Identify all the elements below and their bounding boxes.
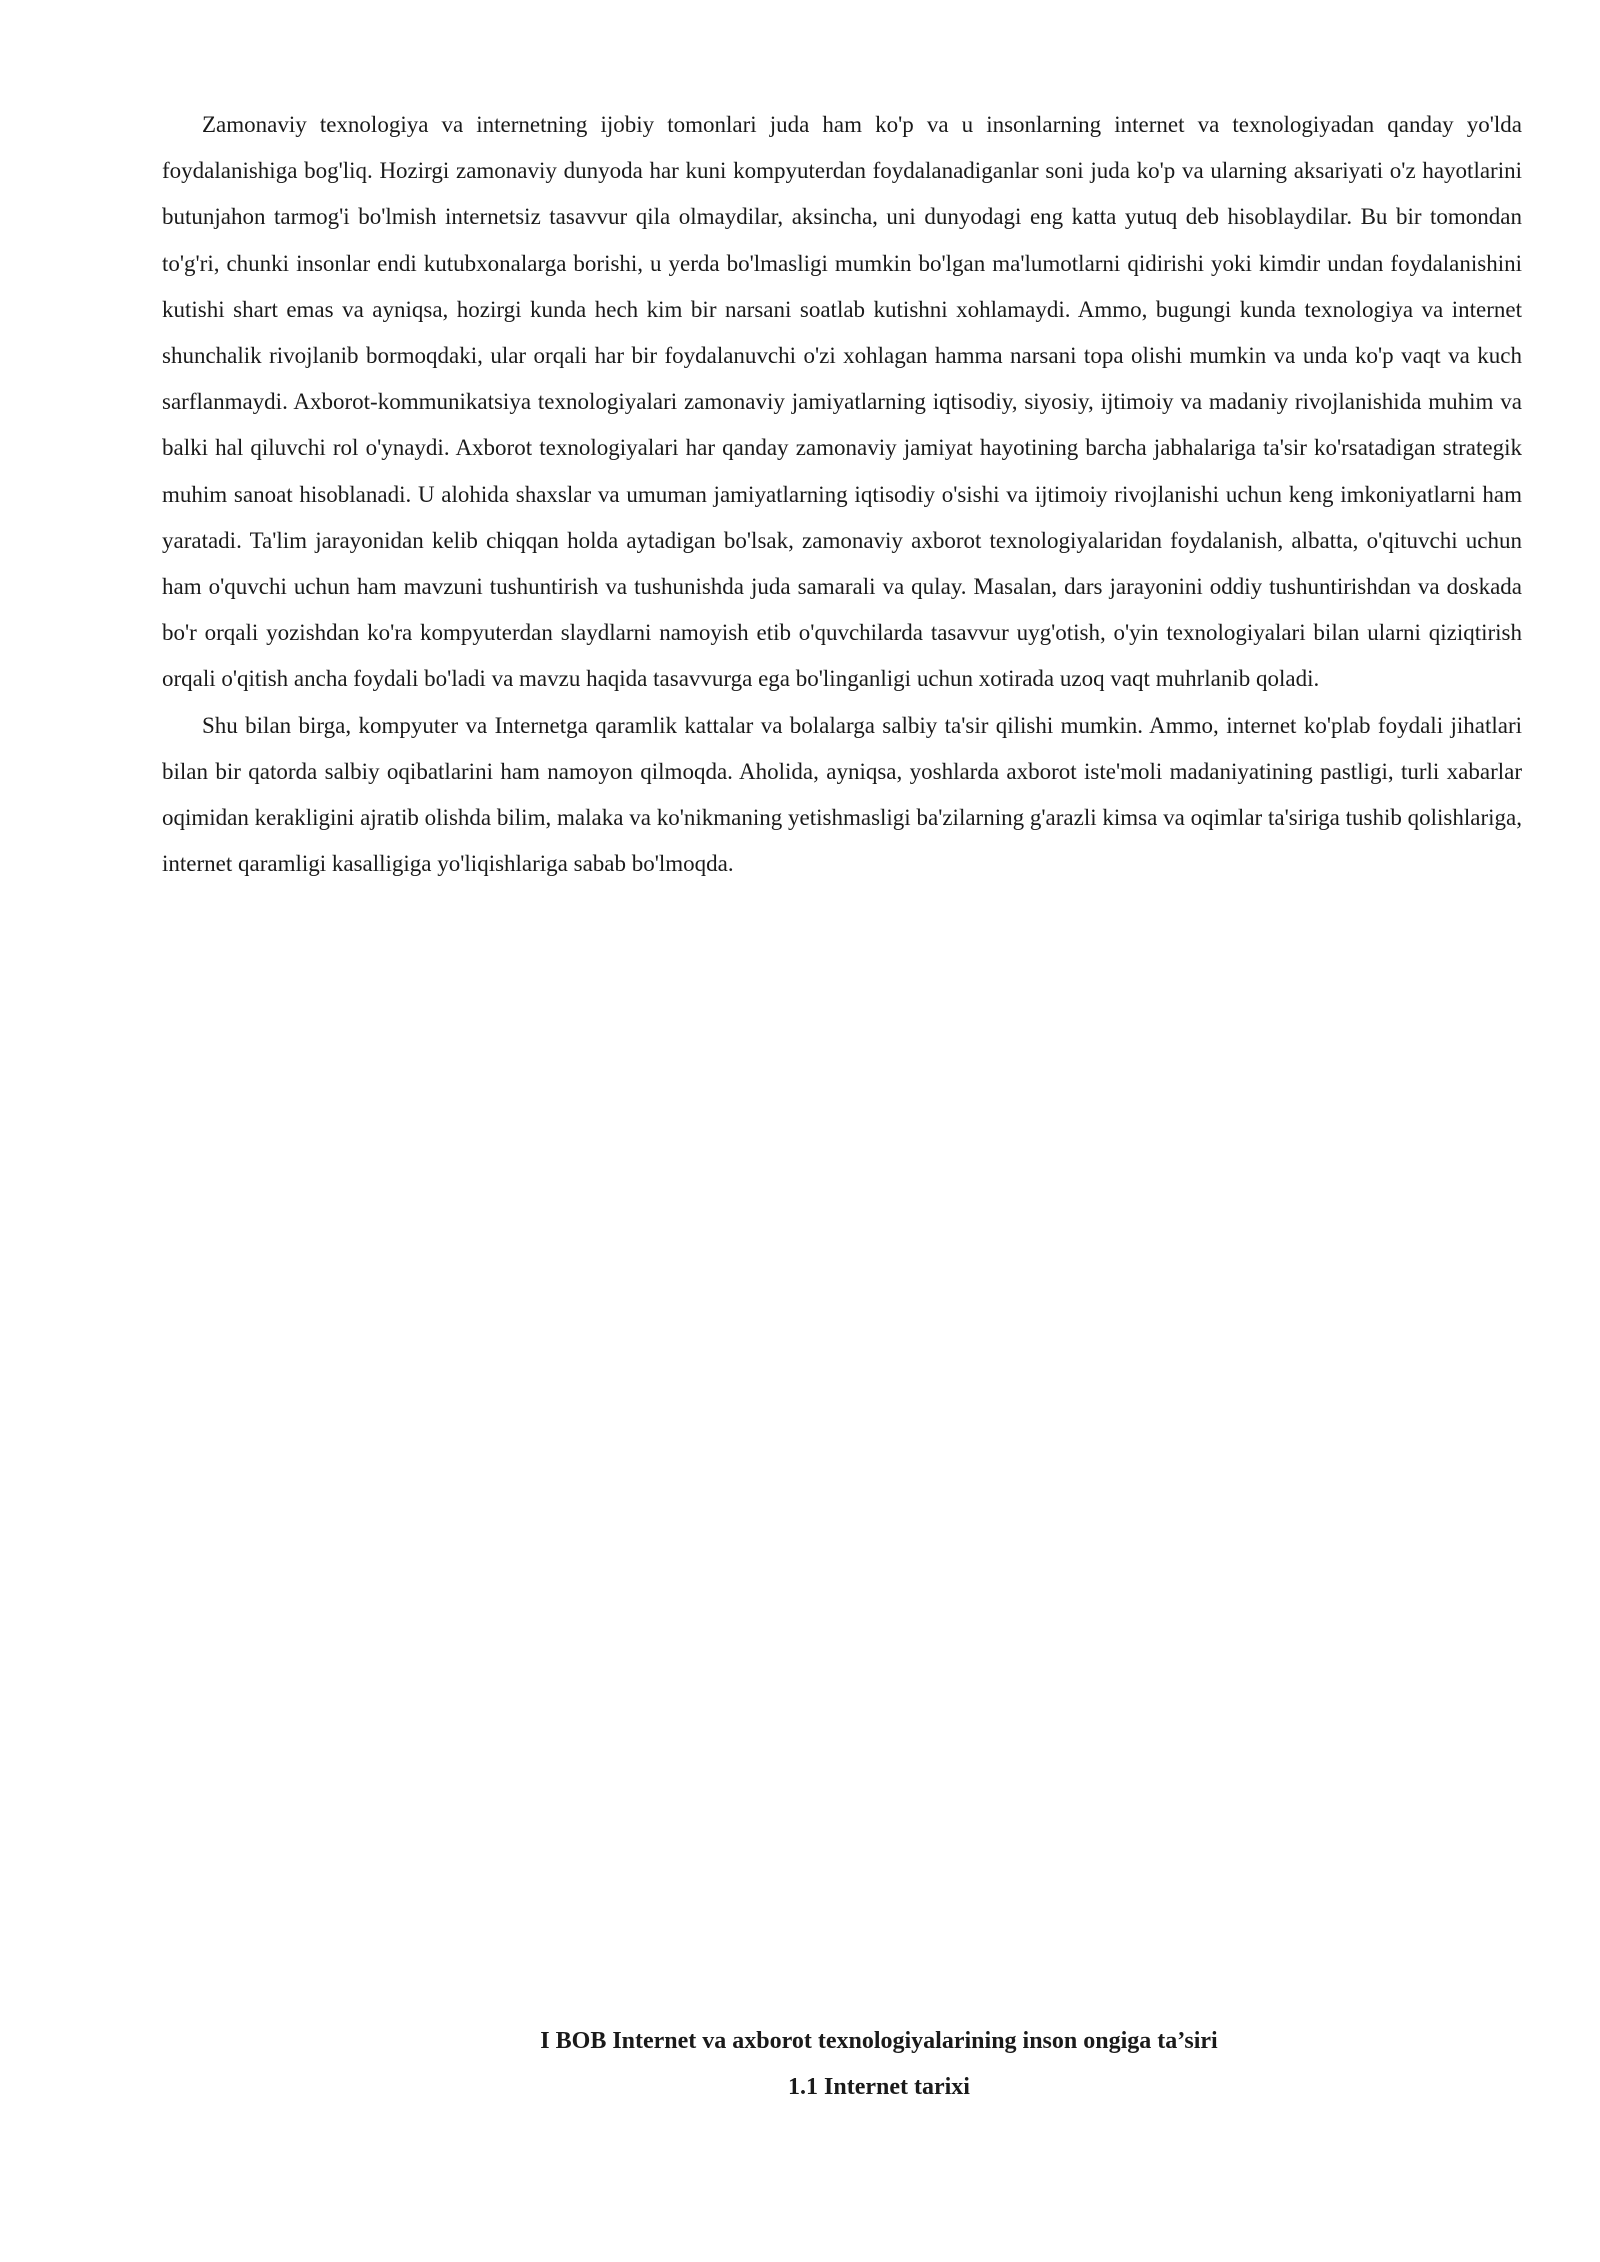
section-heading: 1.1 Internet tarixi — [788, 2074, 970, 2100]
body-text — [162, 102, 1522, 887]
chapter-heading: I BOB Internet va axborot texnologiyalarining inson ongiga ta’siri — [540, 2028, 1218, 2054]
paragraph-1: Zamonaviy texnologiya va internetning ijobiy tomonlari juda ham ko'p va u insonlarning internet va texnologiyadan qanday yo'lda foydalanishiga bog'liq. Hozirgi zamonaviy dunyoda har kuni kompyuterdan foydalanadiganlar soni juda ko'p va ularning aksariyati o'z hayotlarini butunjahon tarmog'i bo'lmish internetsiz tasavvur qila olmaydilar, aksincha, uni dunyodagi eng katta yutuq deb hisoblaydilar. Bu bir tomondan to'g'ri, chunki insonlar endi kutubxonalarga borishi, u yerda bo'lmasligi mumkin bo'lgan ma'lumotlarni qidirishi yoki kimdir undan foydalanishini kutishi shart emas va ayniqsa, hozirgi kunda hech kim bir narsani soatlab kutishni xohlamaydi. Ammo, bugungi kunda texnologiya va internet shunchalik rivojlanib bormoqdaki, ular orqali har bir foydalanuvchi o'zi xohlagan hamma narsani topa olishi mumkin va unda ko'p vaqt va kuch sarflanmaydi. Axborot-kommunikatsiya texnologiyalari zamonaviy jamiyatlarning iqtisodiy, siyosiy, ijtimoiy va madaniy rivojlanishida muhim va balki hal qiluvchi rol o'ynaydi. Axborot texnologiyalari har qanday zamonaviy jamiyat hayotining barcha jabhalariga ta'sir ko'rsatadigan strategik muhim sanoat hisoblanadi. U alohida shaxslar va umuman jamiyatlarning iqtisodiy o'sishi va ijtimoiy rivojlanishi uchun keng imkoniyatlarni ham yaratadi. Ta'lim jarayonidan kelib chiqqan holda aytadigan bo'lsak, zamonaviy axborot texnologiyalaridan foydalanish, albatta, o'qituvchi uchun ham o'quvchi uchun ham mavzuni tushuntirish va tushunishda juda samarali va qulay. Masalan, dars jarayonini oddiy tushuntirishdan va doskada bo'r orqali yozishdan ko'ra kompyuterdan slaydlarni namoyish etib o'quvchilarda tasavvur uyg'otish, o'yin texnologiyalari bilan ularni qiziqtirish orqali o'qitish ancha foydali bo'ladi va mavzu haqida tasavvurga ega bo'linganligi uchun xotirada uzoq vaqt muhrlanib qoladi. — [162, 112, 1522, 692]
headings-block — [162, 2018, 1596, 2110]
paragraph-2: Shu bilan birga, kompyuter va Internetga qaramlik kattalar va bolalarga salbiy ta'sir qilishi mumkin. Ammo, internet ko'plab foydali jihatlari bilan bir qatorda salbiy oqibatlarini ham namoyon qilmoqda. Aholida, ayniqsa, yoshlarda axborot iste'moli madaniyatining pastligi, turli xabarlar oqimidan kerakligini ajratib olishda bilim, malaka va ko'nikmaning yetishmasligi ba'zilarning g'arazli kimsa va oqimlar ta'siriga tushib qolishlariga, internet qaramligi kasalligiga yo'liqishlariga sabab bo'lmoqda. — [162, 712, 1522, 877]
